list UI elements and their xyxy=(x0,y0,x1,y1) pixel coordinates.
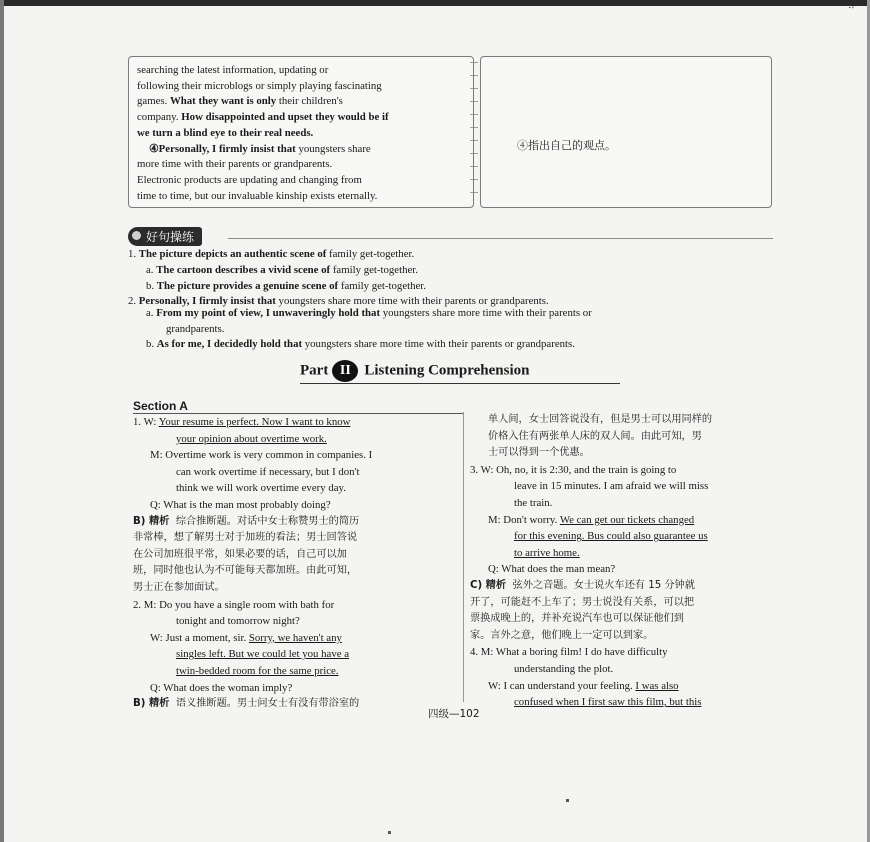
sentence-2a: a. From my point of view, I unwaveringly hold that youngsters share more time with their parents or xyxy=(146,307,592,319)
dialog-line: M: Don't worry. We can get our tickets changed xyxy=(488,513,695,526)
dialog-line: twin-bedded room for the same price. xyxy=(176,664,339,677)
banner-tag xyxy=(128,227,202,246)
dialog-line: 3. W: Oh, no, it is 2:30, and the train is going to xyxy=(470,463,677,476)
dialog-line: 1. W: Your resume is perfect. Now I want to know xyxy=(133,416,351,428)
divider xyxy=(228,238,773,239)
bullet-icon xyxy=(132,231,141,240)
notes-box xyxy=(480,56,772,208)
sentence-1b: b. The picture provides a genuine scene of family get-together. xyxy=(146,280,427,292)
analysis-line: 价格入住有两张单人床的双人间。由此可知，男 xyxy=(488,430,702,442)
sentence-2a-cont: grandparents. xyxy=(166,323,225,335)
analysis-line: 开了，可能赶不上车了；男士说没有关系，可以把 xyxy=(470,596,695,608)
passage-line: Electronic products are updating and changing from xyxy=(137,173,362,186)
right-column xyxy=(470,412,790,711)
dialog-line: Q: What does the man mean? xyxy=(488,563,616,576)
analysis-line: 单人间，女士回答说没有，但是男士可以用同样的 xyxy=(488,414,713,425)
part-underline xyxy=(300,383,620,384)
part-heading xyxy=(300,360,530,382)
dialog-line: understanding the plot. xyxy=(514,662,614,675)
dialog-line: to arrive home. xyxy=(514,546,580,559)
dialog-line: your opinion about overtime work. xyxy=(176,432,327,445)
analysis-line: 班，同时他也认为不可能每天都加班。由此可知， xyxy=(133,565,358,577)
scan-edge-top xyxy=(0,0,870,6)
part-title: Listening Comprehension xyxy=(364,362,530,379)
sentence-2: 2. Personally, I firmly insist that youngsters share more time with their parents or grandparents. xyxy=(128,295,549,307)
sentence-1: 1. The picture depicts an authentic scene of family get-together. xyxy=(128,248,415,260)
scan-speck xyxy=(566,799,569,802)
sentence-1a: a. The cartoon describes a vivid scene of family get-together. xyxy=(146,264,418,276)
dialog-line: can work overtime if necessary, but I don't xyxy=(176,465,360,478)
left-column xyxy=(133,414,453,713)
column-divider xyxy=(463,412,464,702)
analysis-line: 男士正在参加面试。 xyxy=(133,581,225,593)
passage-line: time to time, but our invaluable kinship exists eternally. xyxy=(137,189,378,202)
dialog-line: M: Overtime work is very common in companies. I xyxy=(150,449,373,462)
passage-line: games. What they want is only their children's xyxy=(137,95,343,108)
dialog-line: 2. M: Do you have a single room with bath for xyxy=(133,598,335,611)
passage-line: company. How disappointed and upset they would be if xyxy=(137,111,389,124)
dialog-line: the train. xyxy=(514,496,553,509)
passage-box xyxy=(128,56,474,208)
analysis-line: B) 精析 语义推断题。男士问女士有没有带浴室的 xyxy=(133,698,360,710)
dialog-line: confused when I first saw this film, but this xyxy=(514,696,702,709)
page-number: 四级—102 xyxy=(428,708,480,720)
scan-speck xyxy=(388,831,391,834)
dialog-line: W: Just a moment, sir. Sorry, we haven't any xyxy=(150,631,342,644)
dialog-line: for this evening. Bus could also guarantee us xyxy=(514,530,708,543)
part-prefix: Part xyxy=(300,362,329,379)
scan-edge-left xyxy=(0,0,4,842)
dialog-line: tonight and tomorrow night? xyxy=(176,615,300,628)
analysis-line: 士可以得到一个优惠。 xyxy=(488,447,590,459)
notes-text: ④指出自己的观点。 xyxy=(517,140,616,152)
section-banner xyxy=(128,227,202,246)
dialog-line: think we will work overtime every day. xyxy=(176,482,346,495)
passage-line: we turn a blind eye to their real needs. xyxy=(137,126,314,139)
dialog-line: leave in 15 minutes. I am afraid we will miss xyxy=(514,480,709,493)
part-numeral-badge: II xyxy=(332,360,358,382)
dialog-line: 4. M: What a boring film! I do have difficulty xyxy=(470,646,668,659)
dialog-line: Q: What does the woman imply? xyxy=(150,681,293,694)
analysis-line: C) 精析 弦外之音题。女士说火车还有 15 分钟就 xyxy=(470,579,695,591)
passage-line: ④Personally, I firmly insist that youngsters share xyxy=(149,142,371,155)
analysis-line: 在公司加班很平常，如果必要的话，自己可以加 xyxy=(133,548,347,560)
passage-line: searching the latest information, updating or xyxy=(137,64,329,76)
passage-text xyxy=(137,63,463,204)
banner-title: 好句操练 xyxy=(146,230,195,244)
passage-line: following their microblogs or simply playing fascinating xyxy=(137,79,382,92)
sentence-2b: b. As for me, I decidedly hold that youngsters share more time with their parents or grandparents. xyxy=(146,338,575,350)
analysis-line: 非常棒，想了解男士对于加班的看法；男士回答说 xyxy=(133,532,358,544)
passage-line: more time with their parents or grandparents. xyxy=(137,158,333,171)
dialog-line: Q: What is the man most probably doing? xyxy=(150,498,331,511)
analysis-line: 票换成晚上的，并补充说汽车也可以保证他们到 xyxy=(470,613,684,625)
section-title: Section A xyxy=(133,399,188,413)
analysis-line: 家。言外之意，他们晚上一定可以到家。 xyxy=(470,629,654,641)
binding-holes xyxy=(470,62,478,202)
corner-mark: ·ˀ xyxy=(848,2,855,14)
dialog-line: singles left. But we could let you have a xyxy=(176,648,350,661)
analysis-line: B) 精析 综合推断题。对话中女士称赞男士的简历 xyxy=(133,515,360,527)
dialog-line: W: I can understand your feeling. I was also xyxy=(488,679,679,692)
